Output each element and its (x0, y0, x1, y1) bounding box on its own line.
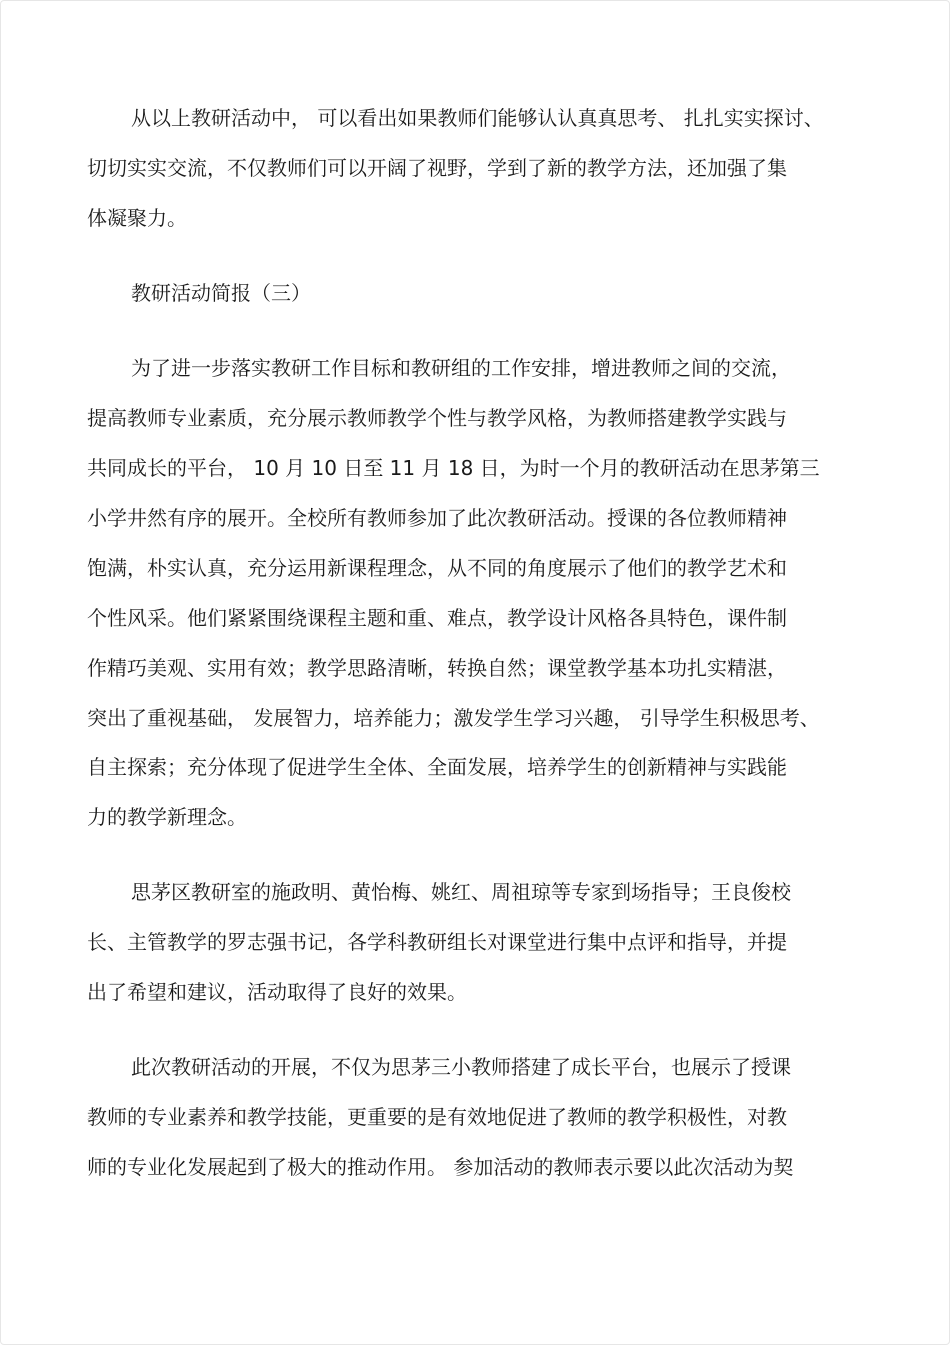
section-heading: 教研活动简报（三） (131, 281, 311, 305)
paragraph-3-line-4: 小学井然有序的展开。全校所有教师参加了此次教研活动。授课的各位教师精神 (87, 506, 787, 530)
paragraph-3-line-1: 为了进一步落实教研工作目标和教研组的工作安排，增进教师之间的交流， (131, 356, 791, 380)
paragraph-5-line-3: 师的专业化发展起到了极大的推动作用。 参加活动的教师表示要以此次活动为契 (87, 1155, 794, 1179)
paragraph-3-line-2: 提高教师专业素质，充分展示教师教学个性与教学风格，为教师搭建教学实践与 (87, 406, 787, 430)
paragraph-4-line-1: 思茅区教研室的施政明、黄怡梅、姚红、周祖琼等专家到场指导；王良俊校 (131, 880, 791, 904)
paragraph-3-line-9: 自主探索；充分体现了促进学生全体、全面发展，培养学生的创新精神与实践能 (87, 755, 787, 779)
paragraph-3-line-6: 个性风采。他们紧紧围绕课程主题和重、难点，教学设计风格各具特色，课件制 (87, 606, 787, 630)
paragraph-3-line-8: 突出了重视基础， 发展智力，培养能力；激发学生学习兴趣， 引导学生积极思考、 (87, 706, 820, 730)
paragraph-1-line-1: 从以上教研活动中， 可以看出如果教师们能够认认真真思考、 扎扎实实探讨、 (131, 106, 824, 130)
paragraph-3-line-5: 饱满，朴实认真，充分运用新课程理念，从不同的角度展示了他们的教学艺术和 (87, 556, 787, 580)
paragraph-1-line-3: 体凝聚力。 (87, 206, 187, 230)
paragraph-1-line-2: 切切实实交流，不仅教师们可以开阔了视野，学到了新的教学方法，还加强了集 (87, 156, 787, 180)
paragraph-3-line-3: 共同成长的平台， 10 月 10 日至 11 月 18 日，为时一个月的教研活动在思茅第三 (87, 456, 820, 480)
paragraph-4-line-2: 长、主管教学的罗志强书记，各学科教研组长对课堂进行集中点评和指导，并提 (87, 930, 787, 954)
paragraph-3-line-10: 力的教学新理念。 (87, 805, 247, 829)
paragraph-5-line-1: 此次教研活动的开展，不仅为思茅三小教师搭建了成长平台，也展示了授课 (131, 1055, 791, 1079)
paragraph-4-line-3: 出了希望和建议，活动取得了良好的效果。 (87, 980, 467, 1004)
paragraph-5-line-2: 教师的专业素养和教学技能，更重要的是有效地促进了教师的教学积极性，对教 (87, 1105, 787, 1129)
paragraph-3-line-7: 作精巧美观、实用有效；教学思路清晰，转换自然；课堂教学基本功扎实精湛， (87, 656, 787, 680)
